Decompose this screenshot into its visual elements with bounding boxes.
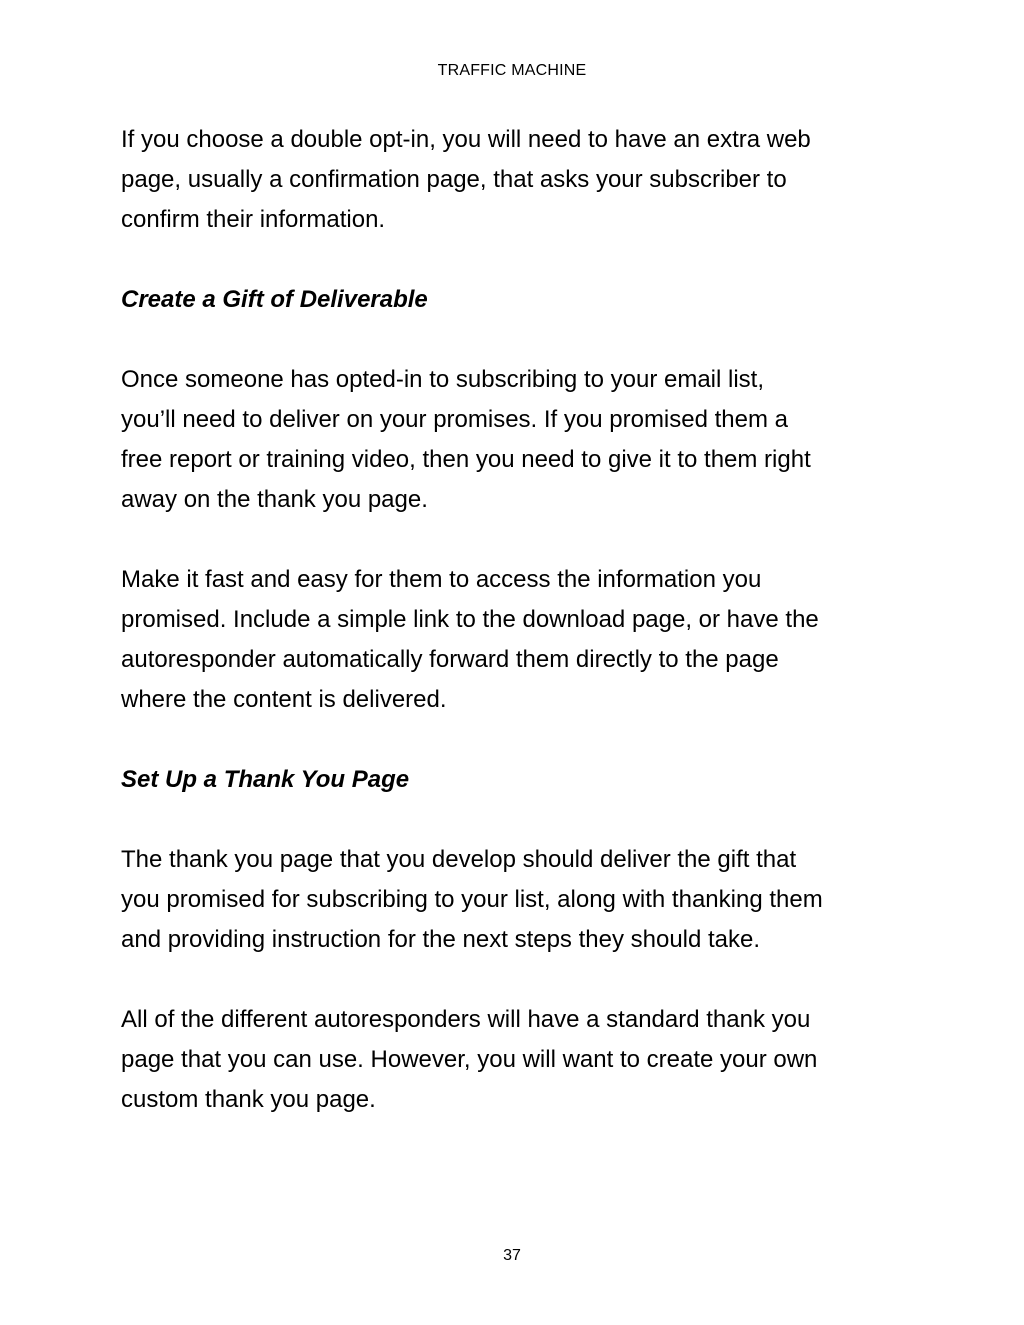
text-line: autoresponder automatically forward them directly to the page xyxy=(121,646,779,673)
text-line: Make it fast and easy for them to access the information you xyxy=(121,566,762,593)
paragraph-thank-you-page xyxy=(121,840,921,960)
paragraph-double-opt-in xyxy=(121,120,921,240)
page-number: 37 xyxy=(503,1247,521,1264)
section-heading-gift: Create a Gift of Deliverable xyxy=(121,286,428,313)
text-line: away on the thank you page. xyxy=(121,486,428,513)
text-line: page, usually a confirmation page, that asks your subscriber to xyxy=(121,166,787,193)
paragraph-fast-access xyxy=(121,560,921,720)
running-header: TRAFFIC MACHINE xyxy=(437,62,587,79)
text-line: confirm their information. xyxy=(121,206,386,233)
text-line: promised. Include a simple link to the download page, or have the xyxy=(121,606,819,633)
text-line: and providing instruction for the next steps they should take. xyxy=(121,926,761,953)
text-line: custom thank you page. xyxy=(121,1086,376,1113)
text-line: The thank you page that you develop should deliver the gift that xyxy=(121,846,797,873)
text-line: you promised for subscribing to your list, along with thanking them xyxy=(121,886,823,913)
text-line: free report or training video, then you need to give it to them right xyxy=(121,446,811,473)
section-heading-thank-you: Set Up a Thank You Page xyxy=(121,766,410,793)
text-line: Once someone has opted-in to subscribing to your email list, xyxy=(121,366,764,393)
paragraph-deliver-promises xyxy=(121,360,921,520)
text-line: All of the different autoresponders will have a standard thank you xyxy=(121,1006,811,1033)
text-line: If you choose a double opt-in, you will need to have an extra web xyxy=(121,126,811,153)
text-line: you’ll need to deliver on your promises. If you promised them a xyxy=(121,406,788,433)
document-body xyxy=(121,120,921,1160)
text-line: where the content is delivered. xyxy=(121,686,447,713)
text-line: page that you can use. However, you will want to create your own xyxy=(121,1046,818,1073)
paragraph-autoresponders xyxy=(121,1000,921,1120)
